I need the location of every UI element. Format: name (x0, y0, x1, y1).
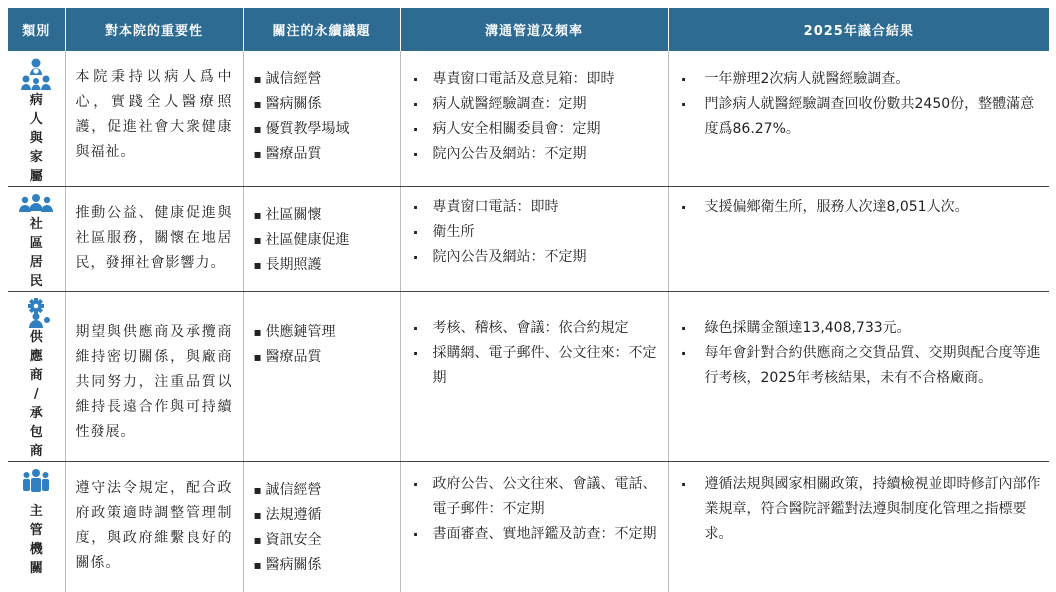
category-label: 病 人 與 家 屬 (29, 93, 43, 184)
channels-cell (400, 292, 668, 462)
stakeholder-table (8, 8, 1049, 592)
list-item: ▪ 資訊安全 (254, 528, 400, 553)
list-item: · 一年辦理2次病人就醫經驗調查。 (679, 67, 1042, 92)
list-item: ▪ 供應鏈管理 (254, 320, 400, 345)
importance-cell: 遵守法令規定，配合政府政策適時調整管理制度，與政府維繫良好的關係。 (65, 462, 243, 592)
list-item: · 病人安全相關委員會：定期 (411, 117, 660, 142)
list-item: ▪ 長期照護 (254, 253, 400, 278)
list-item: · 專責窗口電話及意見箱：即時 (411, 67, 660, 92)
results-cell (668, 187, 1049, 292)
list-item: ▪ 誠信經營 (254, 478, 400, 503)
list-item: · 支援偏鄉衛生所，服務人次達8,051人次。 (679, 195, 1042, 220)
list-item: · 門診病人就醫經驗調查回收份數共2450份，整體滿意度爲86.27%。 (679, 92, 1042, 142)
category-label: 社 區 居 民 (29, 217, 43, 289)
channels-cell (400, 187, 668, 292)
issues-cell (243, 187, 400, 292)
list-item: · 遵循法規與國家相關政策，持續檢視並即時修訂內部作業規章，符合醫院評鑑對法遵與制度化管理之指標要求。 (679, 472, 1042, 547)
list-item: · 政府公告、公文往來、會議、電話、電子郵件：不定期 (411, 472, 660, 522)
issues-cell (243, 462, 400, 592)
patient-family-icon (21, 57, 51, 91)
supplier-gear-icon (21, 298, 51, 328)
table-header-row (8, 8, 1049, 51)
table-row (8, 187, 1049, 292)
category-label: 供 應 商 / 承 包 商 (29, 330, 43, 459)
header-importance: 對本院的重要性 (65, 8, 243, 51)
list-item: · 採購網、電子郵件、公文往來：不定期 (411, 341, 660, 391)
table-row (8, 51, 1049, 187)
list-item: ▪ 優質教學場域 (254, 117, 400, 142)
category-cell (8, 51, 65, 187)
results-cell (668, 462, 1049, 592)
list-item: ▪ 社區健康促進 (254, 228, 400, 253)
importance-cell: 本院秉持以病人爲中心，實踐全人醫療照護，促進社會大衆健康與福祉。 (65, 51, 243, 187)
list-item: ▪ 社區關懷 (254, 203, 400, 228)
results-cell (668, 51, 1049, 187)
list-item: · 專責窗口電話：即時 (411, 195, 660, 220)
community-group-icon (19, 193, 53, 215)
importance-cell: 推動公益、健康促進與社區服務，關懷在地居民，發揮社會影響力。 (65, 187, 243, 292)
channels-cell (400, 51, 668, 187)
list-item: · 綠色採購金額達13,408,733元。 (679, 316, 1042, 341)
list-item: · 衛生所 (411, 220, 660, 245)
category-cell (8, 292, 65, 462)
list-item: · 病人就醫經驗調查：定期 (411, 92, 660, 117)
table-row (8, 462, 1049, 592)
category-label: 主 管 機 關 (29, 504, 43, 576)
header-channels: 溝通管道及頻率 (400, 8, 668, 51)
list-item: ▪ 誠信經營 (254, 67, 400, 92)
list-item: ▪ 醫病關係 (254, 553, 400, 578)
list-item: ▪ 醫療品質 (254, 345, 400, 370)
list-item: · 院內公告及網站：不定期 (411, 245, 660, 270)
list-item: ▪ 醫病關係 (254, 92, 400, 117)
importance-cell: 期望與供應商及承攬商維持密切關係，與廠商共同努力，注重品質以維持長遠合作與可持續性發展。 (65, 292, 243, 462)
table-row (8, 292, 1049, 462)
header-results: 2025年議合結果 (668, 8, 1049, 51)
list-item: ▪ 醫療品質 (254, 142, 400, 167)
channels-cell (400, 462, 668, 592)
category-cell (8, 462, 65, 592)
list-item: ▪ 法規遵循 (254, 503, 400, 528)
list-item: · 每年會針對合約供應商之交貨品質、交期與配合度等進行考核，2025年考核結果，未有不合格廠商。 (679, 341, 1042, 391)
authority-people-icon (21, 468, 51, 496)
issues-cell (243, 51, 400, 187)
header-issues: 關注的永續議題 (243, 8, 400, 51)
results-cell (668, 292, 1049, 462)
issues-cell (243, 292, 400, 462)
list-item: · 考核、稽核、會議：依合約規定 (411, 316, 660, 341)
list-item: · 院內公告及網站：不定期 (411, 142, 660, 167)
list-item: · 書面審查、實地評鑑及訪查：不定期 (411, 522, 660, 547)
category-cell (8, 187, 65, 292)
header-category: 類別 (8, 8, 65, 51)
